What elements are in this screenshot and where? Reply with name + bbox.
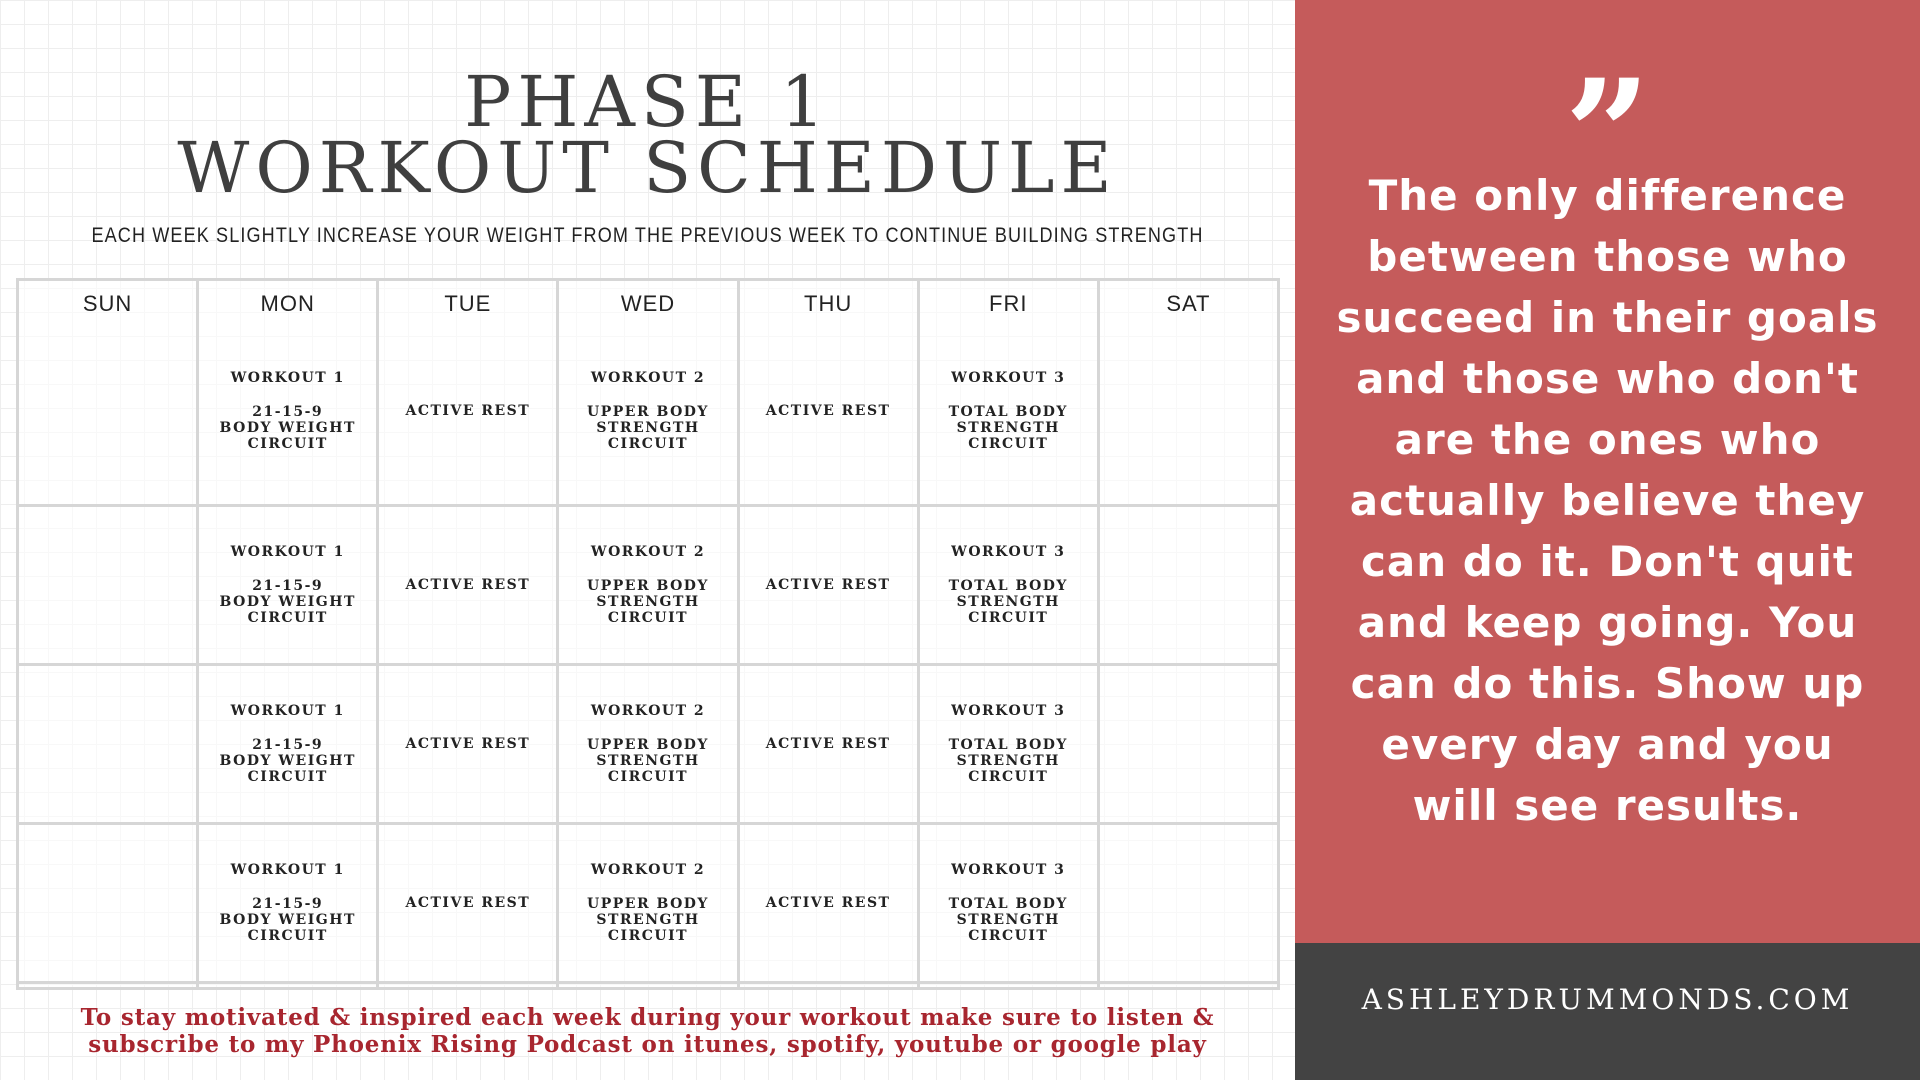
- podcast-footer: [0, 1004, 1295, 1058]
- workout-detail: UPPER BODY: [587, 578, 709, 595]
- workout-detail: STRENGTH CIRCUIT: [596, 912, 700, 945]
- workout-label: WORKOUT 2: [590, 369, 706, 386]
- active-rest-label: ACTIVE REST: [405, 736, 531, 753]
- subtitle: EACH WEEK SLIGHTLY INCREASE YOUR WEIGHT FROM THE PREVIOUS WEEK TO CONTINUE BUILDING STRENGTH: [91, 224, 1204, 247]
- cell-thu: [738, 280, 918, 506]
- cell-mon: [198, 506, 378, 665]
- day-header-wed: WED: [620, 291, 676, 316]
- active-rest-label: ACTIVE REST: [405, 577, 531, 594]
- week-row-5: [18, 983, 1279, 989]
- quote-panel: [1295, 0, 1920, 943]
- cell-tue: [378, 665, 558, 824]
- workout-label: WORKOUT 3: [951, 544, 1066, 561]
- active-rest-label: ACTIVE REST: [765, 402, 891, 419]
- cell-mon: [198, 280, 378, 506]
- cell-sat: [1098, 280, 1278, 506]
- cell-fri: [918, 280, 1098, 506]
- day-header-fri: FRI: [989, 291, 1028, 316]
- active-rest-label: ACTIVE REST: [765, 895, 891, 912]
- cell-tue: [378, 280, 558, 506]
- cell-sun: [18, 280, 198, 506]
- cell-sat: [1098, 665, 1278, 824]
- cell-thu: [738, 824, 918, 983]
- week-row-2: [18, 506, 1279, 665]
- page-title-line1: PHASE 1: [464, 61, 831, 143]
- workout-detail: BODY WEIGHT: [219, 419, 356, 436]
- workout-label: WORKOUT 3: [951, 369, 1066, 386]
- cell-sun: [18, 506, 198, 665]
- day-header-sun: SUN: [82, 291, 133, 316]
- cell-wed: [558, 506, 738, 665]
- week-row-1: [18, 280, 1279, 506]
- cell-wed: [558, 983, 738, 989]
- cell-sat: [1098, 506, 1278, 665]
- workout-detail: UPPER BODY: [587, 403, 709, 420]
- cell-mon: [198, 824, 378, 983]
- cell-mon: [198, 983, 378, 989]
- footer-line-2: subscribe to my Phoenix Rising Podcast on itunes, spotify, youtube or google play: [88, 1031, 1207, 1058]
- workout-detail: CIRCUIT: [247, 435, 328, 452]
- quote-mark-icon: ”: [1564, 47, 1651, 223]
- cell-sun: [18, 824, 198, 983]
- cell-thu: [738, 665, 918, 824]
- motivational-quote: The only difference between those who succeed in their goals and those who don't are the ones who actually believe they can do it. Don't quit and keep going. You can do this. Show up every day and you will see results.: [1336, 171, 1879, 830]
- cell-thu: [738, 983, 918, 989]
- workout-detail: BODY WEIGHT: [219, 753, 356, 770]
- cell-tue: [378, 506, 558, 665]
- workout-detail: UPPER BODY: [587, 896, 709, 913]
- cell-sat: [1098, 983, 1278, 989]
- week-row-3: [18, 665, 1279, 824]
- cell-wed: [558, 824, 738, 983]
- cell-wed: [558, 280, 738, 506]
- workout-detail: TOTAL BODY: [948, 403, 1068, 420]
- cell-fri: [918, 824, 1098, 983]
- workout-detail: TOTAL BODY: [948, 896, 1068, 913]
- day-header-sat: SAT: [1166, 291, 1211, 316]
- day-header-tue: TUE: [444, 291, 492, 316]
- workout-detail: BODY WEIGHT: [219, 594, 356, 611]
- cell-tue: [378, 983, 558, 989]
- active-rest-label: ACTIVE REST: [405, 895, 531, 912]
- workout-detail: CIRCUIT: [247, 610, 328, 627]
- workout-label: WORKOUT 1: [230, 544, 345, 561]
- cell-sat: [1098, 824, 1278, 983]
- workout-detail: STRENGTH CIRCUIT: [596, 594, 700, 627]
- day-header-thu: THU: [804, 291, 853, 316]
- workout-label: WORKOUT 1: [230, 703, 345, 720]
- workout-detail: BODY WEIGHT: [219, 912, 356, 929]
- workout-detail: CIRCUIT: [247, 769, 328, 786]
- cell-fri: [918, 983, 1098, 989]
- cell-mon: [198, 665, 378, 824]
- schedule-table: [16, 278, 1280, 990]
- website-link[interactable]: ASHLEYDRUMMONDS.COM: [1361, 983, 1854, 1016]
- workout-label: WORKOUT 1: [230, 369, 345, 386]
- cell-thu: [738, 506, 918, 665]
- cell-sun: [18, 665, 198, 824]
- workout-detail: CIRCUIT: [247, 928, 328, 945]
- workout-detail: TOTAL BODY: [948, 578, 1068, 595]
- workout-detail: STRENGTH CIRCUIT: [596, 753, 700, 786]
- cell-tue: [378, 824, 558, 983]
- workout-detail: STRENGTH CIRCUIT: [956, 419, 1060, 452]
- workout-label: WORKOUT 1: [230, 862, 345, 879]
- page-title-line2: WORKOUT SCHEDULE: [177, 127, 1118, 209]
- workout-detail: 21-15-9: [252, 578, 324, 595]
- workout-detail: STRENGTH CIRCUIT: [956, 753, 1060, 786]
- workout-label: WORKOUT 2: [590, 544, 706, 561]
- website-bar: [1295, 943, 1920, 1080]
- workout-label: WORKOUT 3: [951, 862, 1066, 879]
- cell-sun: [18, 983, 198, 989]
- workout-detail: 21-15-9: [252, 403, 324, 420]
- active-rest-label: ACTIVE REST: [405, 402, 531, 419]
- workout-label: WORKOUT 2: [590, 703, 706, 720]
- cell-fri: [918, 665, 1098, 824]
- workout-label: WORKOUT 2: [590, 862, 706, 879]
- day-header-mon: MON: [260, 291, 315, 316]
- workout-detail: 21-15-9: [252, 737, 324, 754]
- workout-detail: UPPER BODY: [587, 737, 709, 754]
- workout-label: WORKOUT 3: [951, 703, 1066, 720]
- cell-wed: [558, 665, 738, 824]
- workout-detail: STRENGTH CIRCUIT: [956, 912, 1060, 945]
- active-rest-label: ACTIVE REST: [765, 577, 891, 594]
- cell-fri: [918, 506, 1098, 665]
- week-row-4: [18, 824, 1279, 983]
- workout-detail: 21-15-9: [252, 896, 324, 913]
- footer-line-1: To stay motivated & inspired each week during your workout make sure to listen &: [80, 1004, 1215, 1031]
- active-rest-label: ACTIVE REST: [765, 736, 891, 753]
- workout-detail: STRENGTH CIRCUIT: [596, 419, 700, 452]
- workout-detail: STRENGTH CIRCUIT: [956, 594, 1060, 627]
- workout-detail: TOTAL BODY: [948, 737, 1068, 754]
